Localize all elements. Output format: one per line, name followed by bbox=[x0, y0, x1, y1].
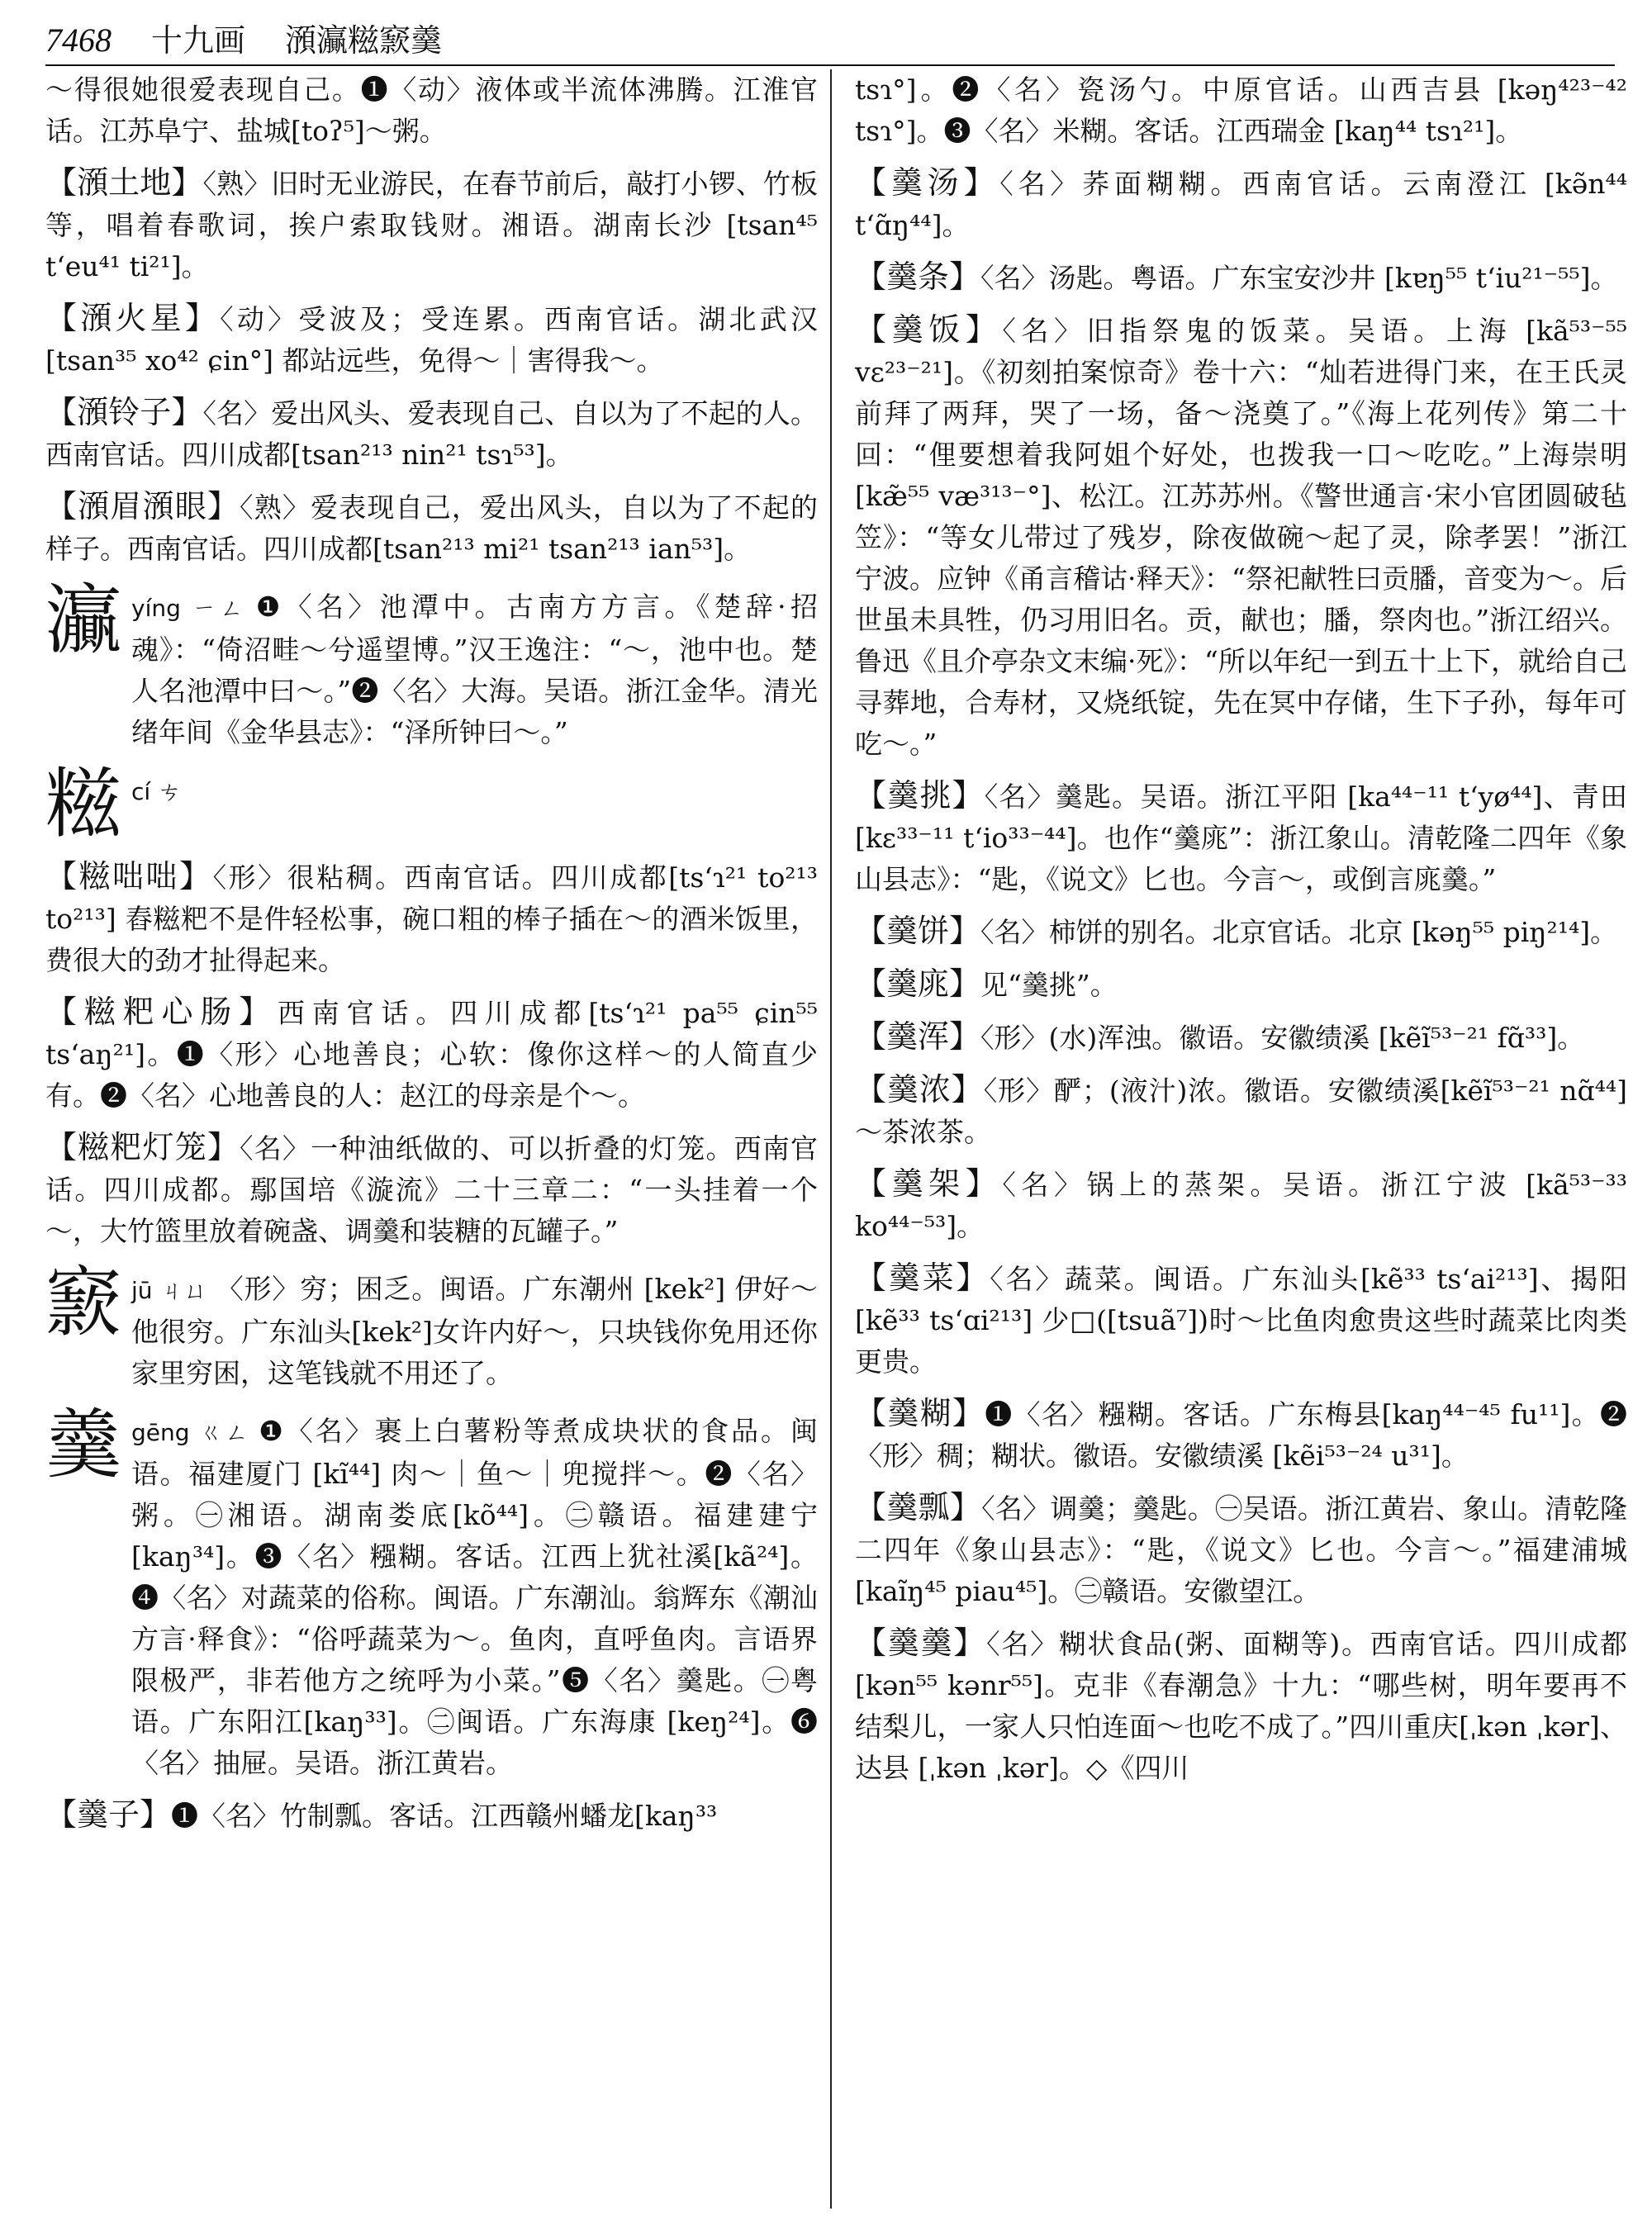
sub-entry bbox=[855, 162, 1627, 246]
sub-headword: 【澦土地】 bbox=[45, 164, 203, 201]
sub-entry bbox=[855, 775, 1627, 900]
sub-entry bbox=[45, 1794, 818, 1837]
sub-entry bbox=[855, 1163, 1627, 1247]
definition: 〈名〉糊状食品(粥、面糊等)。西南官话。四川成都[kən⁵⁵ kənr⁵⁵]。克非《春潮急》十九：“哪些树，明年要再不结梨儿，一家人只怕连面～也吃不成了。”四川重庆[ˌkən ˌkər]、达县 [ˌkən ˌkər]。◇《四川 bbox=[855, 1628, 1627, 1784]
sub-entry bbox=[45, 486, 818, 570]
continued-text: tsɿ°]。❷〈名〉瓷汤勺。中原官话。山西吉县 [kəŋ⁴²³⁻⁴² tsɿ°]。❸〈名〉米糊。客话。江西瑞金 [kaŋ⁴⁴ tsɿ²¹]。 bbox=[855, 74, 1627, 147]
definition: 〈形〉(水)浑浊。徽语。安徽绩溪 [kẽĩ⁵³⁻²¹ fɑ̃³³]。 bbox=[980, 1022, 1585, 1054]
definition: 〈形〉酽；(液汁)浓。徽语。安徽绩溪[kẽĩ⁵³⁻²¹ nɑ̃⁴⁴] ～茶浓茶。 bbox=[855, 1075, 1627, 1148]
main-entry-body bbox=[131, 1404, 818, 1784]
definition: 〈形〉很粘稠。西南官话。四川成都[tsʻɿ²¹ to²¹³ to²¹³] 舂糍粑不是件轻松事，碗口粗的棒子插在～的酒米饭里，费很大的劲才扯得起来。 bbox=[45, 861, 818, 976]
definition: 〈熟〉爱表现自己，爱出风头，自以为了不起的样子。西南官话。四川成都[tsan²¹³ mi²¹ tsan²¹³ ian⁵³]。 bbox=[45, 491, 818, 565]
definition: 见“羹挑”。 bbox=[980, 969, 1118, 1001]
sub-headword: 【羹子】 bbox=[45, 1796, 172, 1833]
definition: ❶〈名〉池潭中。古南方方言。《楚辞·招魂》：“倚沼畦～兮遥望博。”汉王逸注：“～，池中也。楚人名池潭中曰～。”❷〈名〉大海。吴语。浙江金华。清光绪年间《金华县志》：“泽所钟曰～。” bbox=[131, 591, 818, 748]
sub-entry bbox=[855, 1257, 1627, 1383]
sub-headword: 【澦铃子】 bbox=[45, 394, 203, 430]
definition: 〈熟〉旧时无业游民，在春节前后，敲打小锣、竹板等，唱着春歌词，挨户索取钱财。湘语。湖南长沙 [tsan⁴⁵ tʻeu⁴¹ ti²¹]。 bbox=[45, 168, 818, 282]
pinyin: jū ㄐㄩ bbox=[131, 1277, 208, 1304]
header-characters: 澦灜糍窾羹 bbox=[285, 22, 443, 59]
definition: ❶〈名〉糨糊。客话。广东梅县[kaŋ⁴⁴⁻⁴⁵ fu¹¹]。❷〈形〉稠；糊状。徽语。安徽绩溪 [kẽi⁵³⁻²⁴ u³¹]。 bbox=[855, 1398, 1627, 1472]
sub-entry bbox=[855, 1487, 1627, 1612]
main-entry bbox=[45, 1401, 818, 1784]
definition: 西南官话。四川成都[tsʻɿ²¹ pa⁵⁵ ɕin⁵⁵ tsʻaŋ²¹]。❶〈形〉心地善良；心软：像你这样～的人简直少有。❷〈名〉心地善良的人：赵江的母亲是个～。 bbox=[45, 997, 818, 1112]
sub-headword: 【澦火星】 bbox=[45, 300, 221, 336]
sub-headword: 【羹糊】 bbox=[855, 1395, 985, 1431]
main-entry-body bbox=[131, 580, 818, 753]
main-entry bbox=[45, 760, 818, 848]
sub-headword: 【糍咄咄】 bbox=[45, 858, 213, 894]
sub-entry bbox=[855, 910, 1627, 953]
definition: 〈名〉锅上的蒸架。吴语。浙江宁波 [kã⁵³⁻³³ ko⁴⁴⁻⁵³]。 bbox=[855, 1169, 1627, 1242]
sub-entry bbox=[45, 1127, 818, 1252]
definition: 〈名〉柿饼的别名。北京官话。北京 [kəŋ⁵⁵ piŋ²¹⁴]。 bbox=[980, 916, 1618, 948]
definition: 〈动〉受波及；受连累。西南官话。湖北武汉 [tsan³⁵ xo⁴² ɕin°] 都站远些，免得～｜害得我～。 bbox=[45, 303, 818, 377]
definition: ❶〈名〉竹制瓢。客话。江西赣州蟠龙[kaŋ³³ bbox=[171, 1800, 718, 1832]
main-entry-body bbox=[131, 1262, 818, 1394]
definition: 〈形〉穷；困乏。闽语。广东潮州 [kek²] 伊好～他很穷。广东汕头[kek²]女许内好～，只块钱你免用还你家里穷困，这笔钱就不用还了。 bbox=[131, 1273, 818, 1389]
sub-entry bbox=[855, 1069, 1627, 1153]
definition: 〈名〉调羹；羹匙。㊀吴语。浙江黄岩、象山。清乾隆二四年《象山县志》：“匙，《说文》匕也。今言～。”福建浦城 [kaĩŋ⁴⁵ piau⁴⁵]。㊁赣语。安徽望江。 bbox=[855, 1492, 1627, 1607]
sub-entry bbox=[45, 991, 818, 1117]
stroke-count: 十九画 bbox=[151, 22, 246, 59]
main-entry-body bbox=[131, 763, 818, 813]
pinyin: yíng ㄧㄥ bbox=[131, 595, 248, 622]
main-headword: 窾 bbox=[45, 1259, 122, 1347]
definition: 〈名〉汤匙。粤语。广东宝安沙井 [kɐŋ⁵⁵ tʻiu²¹⁻⁵⁵]。 bbox=[980, 262, 1618, 294]
sub-entry bbox=[45, 391, 818, 476]
sub-headword: 【羹条】 bbox=[855, 259, 981, 295]
main-entry bbox=[45, 1259, 818, 1394]
main-headword: 羹 bbox=[45, 1401, 122, 1489]
definition: ❶〈名〉裹上白薯粉等煮成块状的食品。闽语。福建厦门 [kĩ⁴⁴] 肉～｜鱼～｜兜搅拌～。❷〈名〉粥。㊀湘语。湖南娄底[kõ⁴⁴]。㊁赣语。福建建宁 [kaŋ³⁴]。❸〈名〉糨糊。客话。江西上犹社溪[kã²⁴]。❹〈名〉对蔬菜的俗称。闽语。广东潮汕。翁辉东《潮汕方言·释食》：“俗呼蔬菜为～。鱼肉，直呼鱼肉。言语界限极严，非若他方之统呼为小菜。”❺〈名〉羹匙。㊀粤语。广东阳江[kaŋ³³]。㊁闽语。广东海康 [keŋ²⁴]。❻〈名〉抽屉。吴语。浙江黄岩。 bbox=[131, 1415, 818, 1779]
definition: 〈名〉蔬菜。闽语。广东汕头[kẽ³³ tsʻai²¹³]、揭阳 [kẽ³³ tsʻɑi²¹³] 少□([tsuã⁷])时～比鱼肉愈贵这些时蔬菜比肉类更贵。 bbox=[855, 1263, 1627, 1378]
sub-entry bbox=[855, 309, 1627, 765]
definition: 〈名〉荞面糊糊。西南官话。云南澄江 [kə̃n⁴⁴ tʻɑ̃ŋ⁴⁴]。 bbox=[855, 168, 1627, 241]
page-header bbox=[45, 15, 1615, 66]
sub-headword: 【羹挑】 bbox=[855, 777, 985, 814]
sub-entry bbox=[45, 856, 818, 981]
page-number: 7468 bbox=[45, 21, 112, 59]
sub-entry bbox=[855, 963, 1627, 1006]
left-column bbox=[45, 69, 818, 2209]
sub-headword: 【羹瓢】 bbox=[855, 1489, 982, 1525]
sub-entry bbox=[855, 1622, 1627, 1789]
main-headword: 灜 bbox=[45, 576, 122, 665]
sub-entry bbox=[855, 1393, 1627, 1477]
main-headword: 糍 bbox=[45, 760, 122, 848]
sub-entry bbox=[45, 162, 818, 287]
sub-headword: 【羹浓】 bbox=[855, 1071, 984, 1108]
sub-headword: 【羹庣】 bbox=[855, 966, 981, 1002]
right-column bbox=[855, 69, 1627, 2209]
continued-text: ～得很她很爱表现自己。❶〈动〉液体或半流体沸腾。江淮官话。江苏阜宁、盐城[toʔ⁵]～粥。 bbox=[45, 74, 818, 147]
sub-headword: 【羹饭】 bbox=[855, 311, 1003, 348]
definition: 〈名〉羹匙。吴语。浙江平阳 [ka⁴⁴⁻¹¹ tʻyø⁴⁴]、青田 [kɛ³³⁻¹¹ tʻio³³⁻⁴⁴]。也作“羹庣”：浙江象山。清乾隆二四年《象山县志》：“匙，《说文》匕也。今言～，或倒言庣羹。” bbox=[855, 780, 1627, 895]
sub-headword: 【羹汤】 bbox=[855, 164, 1000, 201]
sub-headword: 【羹架】 bbox=[855, 1165, 1003, 1202]
sub-headword: 【羹菜】 bbox=[855, 1260, 990, 1296]
sub-headword: 【糍粑灯笼】 bbox=[45, 1129, 240, 1165]
sub-headword: 【糍粑心肠】 bbox=[45, 994, 278, 1030]
definition: 〈名〉旧指祭鬼的饭菜。吴语。上海 [kã⁵³⁻⁵⁵ vɛ²³⁻²¹]。《初刻拍案惊奇》卷十六：“灿若进得门来，在王氏灵前拜了两拜，哭了一场，备～浇奠了。”《海上花列传》第二十回：“俚要想着我阿姐个好处，也拨我一口～吃吃。”上海崇明 [kæ̃⁵⁵ væ³¹³⁻°]、松江。江苏苏州。《警世通言·宋小官团圆破毡笠》：“等女儿带过了残岁，除夜做碗～起了灵，除孝罢！”浙江宁波。应钟《甬言稽诂·释天》：“祭祀献牲曰贡膰，音变为～。后世虽未具牲，仍习用旧名。贡，献也；膰，祭肉也。”浙江绍兴。鲁迅《且介亭杂文末编·死》：“所以年纪一到五十上下，就给自己寻葬地，合寿材，又烧纸锭，先在冥中存储，生下子孙，每年可吃～。” bbox=[855, 315, 1627, 760]
sub-headword: 【羹饼】 bbox=[855, 913, 981, 949]
sub-headword: 【澦眉澦眼】 bbox=[45, 488, 240, 524]
sub-entry bbox=[45, 297, 818, 382]
sub-headword: 【羹浑】 bbox=[855, 1018, 981, 1055]
pinyin: cí ㄘ bbox=[131, 778, 182, 805]
main-entry bbox=[45, 576, 818, 753]
definition: 〈名〉爱出风头、爱表现自己、自以为了不起的人。西南官话。四川成都[tsan²¹³ nin²¹ tsɿ⁵³]。 bbox=[45, 397, 818, 471]
sub-entry bbox=[855, 256, 1627, 299]
sub-entry bbox=[855, 1016, 1627, 1059]
sub-headword: 【羹羹】 bbox=[855, 1625, 987, 1661]
column-divider bbox=[830, 69, 832, 2209]
definition: 〈名〉一种油纸做的、可以折叠的灯笼。西南官话。四川成都。鄢国培《漩流》二十三章二：“一头挂着一个～，大竹篮里放着碗盏、调羹和装糖的瓦罐子。” bbox=[45, 1132, 818, 1247]
pinyin: gēng ㄍㄥ bbox=[131, 1419, 251, 1446]
